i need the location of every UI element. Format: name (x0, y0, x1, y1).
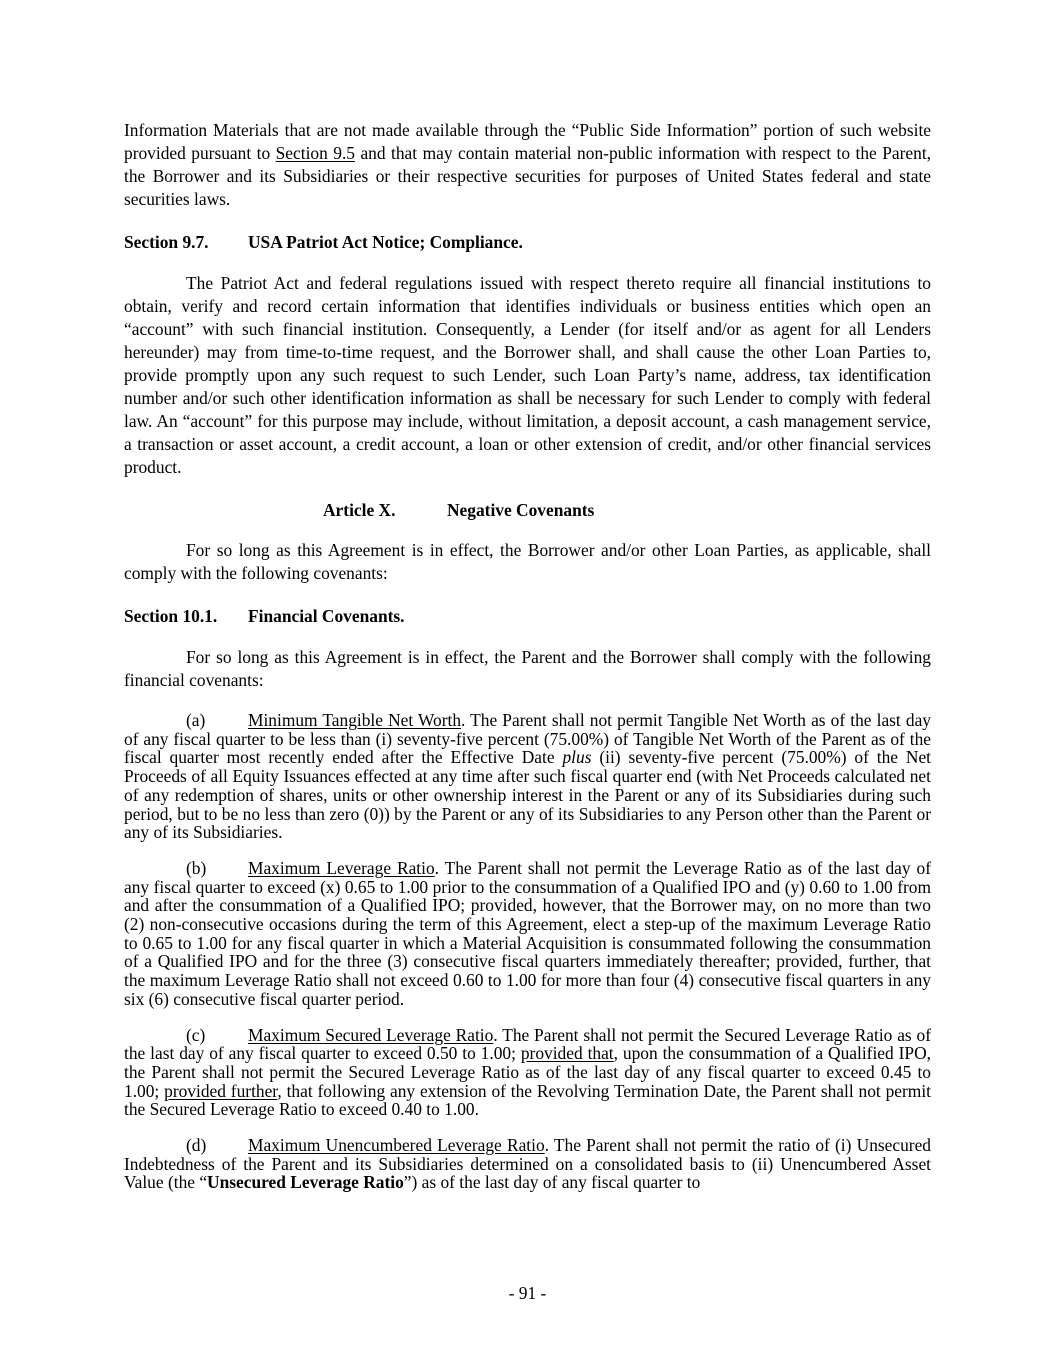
page-number: - 91 - (508, 1283, 547, 1303)
covenant-a-paragraph: (a) Minimum Tangible Net Worth. The Parent shall not permit Tangible Net Worth as of the last day of any fiscal quarter to be less than (i) seventy-five percent (75.00%) of Tangible Net Worth of the Parent as of the fiscal quarter most recently ended after the Effective Date plus (ii) seventy-five percent (75.00%) of the Net Proceeds of all Equity Issuances effected at any time after such fiscal quarter end (with Net Proceeds calculated net of any redemption of shares, units or other ownership interest in the Parent or any of its Subsidiaries during such period, but to be no less than zero (0)) by the Parent or any of its Subsidiaries to any Person other than the Parent or any of its Subsidiaries. (124, 710, 932, 843)
covenant-b-paragraph: (b) Maximum Leverage Ratio. The Parent shall not permit the Leverage Ratio as of the last day of any fiscal quarter to exceed (x) 0.65 to 1.00 prior to the consummation of a Qualified IPO and (y) 0.60 to 1.00 from and after the consummation of a Qualified IPO; provided, however, that the Borrower may, on no more than two (2) non-consecutive occasions during the term of this Agreement, elect a step-up of the maximum Leverage Ratio to 0.65 to 1.00 for any fiscal quarter in which a Material Acquisition is consummated following the consummation of a Qualified IPO and for the three (3) consecutive fiscal quarters immediately thereafter; provided, further, that the maximum Leverage Ratio shall not exceed 0.60 to 1.00 for more than four (4) consecutive fiscal quarters in any six (6) consecutive fiscal quarter period. (124, 857, 931, 1009)
section-9-7-heading: Section 9.7. USA Patriot Act Notice; Compliance. (124, 232, 523, 252)
covenant-c-paragraph: (c) Maximum Secured Leverage Ratio. The Parent shall not permit the Secured Leverage Ratio as of the last day of any fiscal quarter to exceed 0.50 to 1.00; provided that, upon the consummation of a Qualified IPO, the Parent shall not permit the Secured Leverage Ratio as of the last day of any fiscal quarter to exceed 0.45 to 1.00; provided further, that following any extension of the Revolving Termination Date, the Parent shall not permit the Secured Leverage Ratio to exceed 0.40 to 1.00. (124, 1024, 932, 1120)
document-page (124, 119, 931, 1192)
covenant-c-title: Maximum Secured Leverage Ratio (248, 1024, 494, 1045)
article-x-intro: For so long as this Agreement is in effect, the Borrower and/or other Loan Parties, as applicable, shall comply with the following covenants: (124, 540, 931, 583)
covenant-b-title: Maximum Leverage Ratio (248, 857, 435, 878)
article-x-heading: Article X. Negative Covenants (323, 500, 595, 520)
intro-paragraph: Information Materials that are not made available through the “Public Side Information” portion of such website provided pursuant to Section 9.5 and that may contain material non-public information with respect to the Parent, the Borrower and its Subsidiaries or their respective securities for purposes of United States federal and state securities laws. (124, 120, 931, 209)
section-9-5-reference: Section 9.5 (275, 143, 355, 163)
covenant-a-title: Minimum Tangible Net Worth (248, 710, 462, 730)
covenant-d-paragraph: (d) Maximum Unencumbered Leverage Ratio. The Parent shall not permit the ratio of (i) Unsecured Indebtedness of the Parent and its Subsidiaries determined on a consolidated basis to (ii) Unencumbered Asset Value (the “Unsecured Leverage Ratio”) as of the last day of any fiscal quarter to (124, 1135, 931, 1193)
section-10-1-heading: Section 10.1. Financial Covenants. (124, 606, 405, 626)
covenant-d-title: Maximum Unencumbered Leverage Ratio (248, 1135, 545, 1156)
section-10-1-intro: For so long as this Agreement is in effect, the Parent and the Borrower shall comply with the following financial covenants: (124, 647, 931, 690)
section-9-7-body: The Patriot Act and federal regulations issued with respect thereto require all financial institutions to obtain, verify and record certain information that identifies individuals or business entities which open an “account” with such financial institution. Consequently, a Lender (for itself and/or as agent for all Lenders hereunder) may from time-to-time request, and the Borrower shall, and shall cause the other Loan Parties to, provide promptly upon any such request to such Lender, such Loan Party’s name, address, tax identification number and/or such other identification information as shall be necessary for such Lender to comply with federal law. An “account” for this purpose may include, without limitation, a deposit account, a cash management service, a transaction or asset account, a credit account, a loan or other extension of credit, and/or other financial services product. (124, 273, 931, 477)
